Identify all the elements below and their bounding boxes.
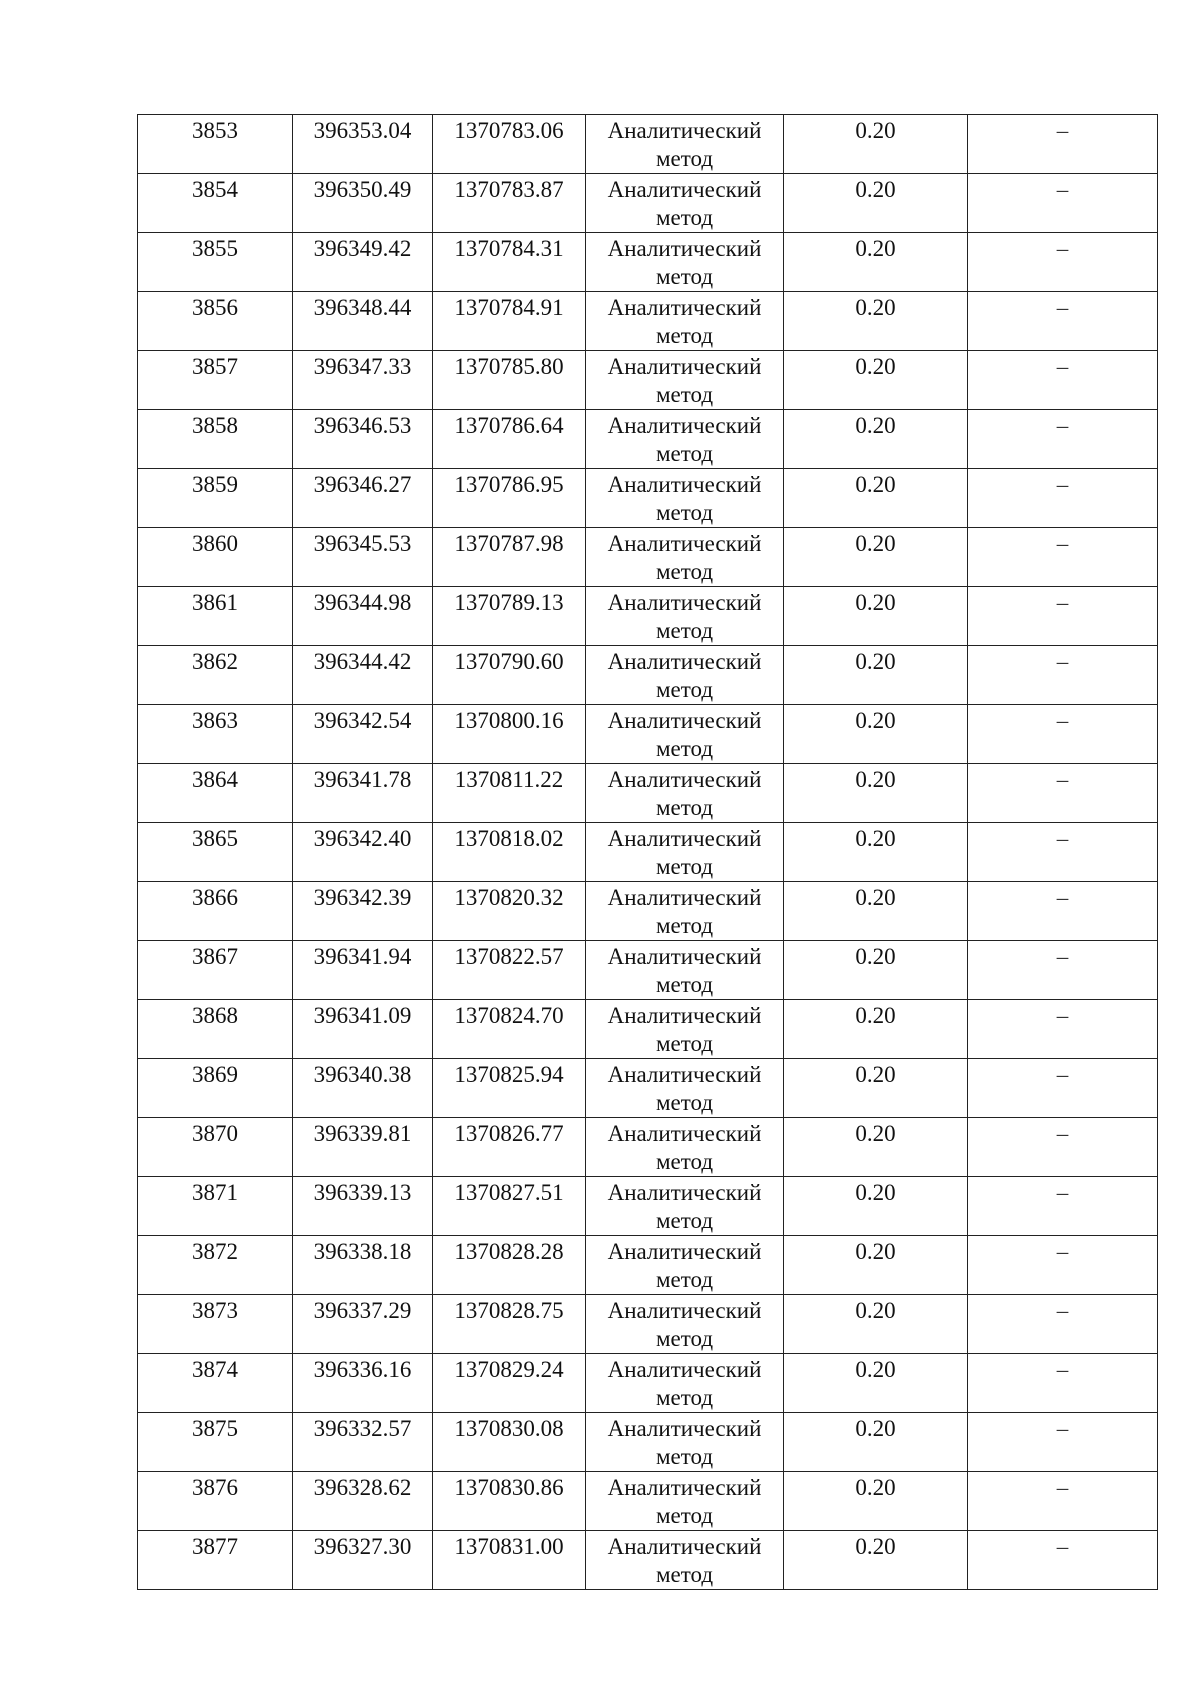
method-line-2: метод [655, 1385, 714, 1410]
note-cell: – [968, 233, 1158, 292]
point-number-cell: 3861 [138, 587, 293, 646]
method-cell [586, 233, 784, 292]
table-row [138, 1236, 1158, 1295]
note-cell: – [968, 1000, 1158, 1059]
y-coordinate-cell: 1370811.22 [433, 764, 586, 823]
y-coordinate-cell: 1370786.64 [433, 410, 586, 469]
point-number-cell: 3857 [138, 351, 293, 410]
x-coordinate-cell: 396342.40 [293, 823, 433, 882]
y-coordinate-cell: 1370800.16 [433, 705, 586, 764]
method-line-1: Аналитический [607, 1357, 762, 1382]
method-line-2: метод [655, 854, 714, 879]
method-line-2: метод [655, 1444, 714, 1469]
accuracy-cell: 0.20 [784, 1177, 968, 1236]
x-coordinate-cell: 396337.29 [293, 1295, 433, 1354]
table-row [138, 292, 1158, 351]
note-cell: – [968, 1472, 1158, 1531]
method-cell [586, 1059, 784, 1118]
point-number-cell: 3865 [138, 823, 293, 882]
method-cell [586, 469, 784, 528]
method-cell [586, 823, 784, 882]
note-cell: – [968, 1354, 1158, 1413]
y-coordinate-cell: 1370785.80 [433, 351, 586, 410]
point-number-cell: 3869 [138, 1059, 293, 1118]
method-line-1: Аналитический [607, 472, 762, 497]
point-number-cell: 3860 [138, 528, 293, 587]
method-cell [586, 1118, 784, 1177]
method-cell [586, 1236, 784, 1295]
table-row [138, 1177, 1158, 1236]
note-cell: – [968, 1059, 1158, 1118]
x-coordinate-cell: 396336.16 [293, 1354, 433, 1413]
table-row [138, 646, 1158, 705]
method-cell [586, 115, 784, 174]
method-line-2: метод [655, 1090, 714, 1115]
accuracy-cell: 0.20 [784, 174, 968, 233]
accuracy-cell: 0.20 [784, 469, 968, 528]
x-coordinate-cell: 396342.39 [293, 882, 433, 941]
table-row [138, 823, 1158, 882]
accuracy-cell: 0.20 [784, 1354, 968, 1413]
note-cell: – [968, 1531, 1158, 1590]
method-cell [586, 292, 784, 351]
method-line-1: Аналитический [607, 236, 762, 261]
y-coordinate-cell: 1370826.77 [433, 1118, 586, 1177]
note-cell: – [968, 1118, 1158, 1177]
method-line-1: Аналитический [607, 1475, 762, 1500]
method-line-1: Аналитический [607, 531, 762, 556]
x-coordinate-cell: 396346.53 [293, 410, 433, 469]
x-coordinate-cell: 396349.42 [293, 233, 433, 292]
table-row [138, 351, 1158, 410]
method-cell [586, 1413, 784, 1472]
y-coordinate-cell: 1370830.08 [433, 1413, 586, 1472]
method-line-1: Аналитический [607, 295, 762, 320]
table-row [138, 1000, 1158, 1059]
method-line-2: метод [655, 1149, 714, 1174]
accuracy-cell: 0.20 [784, 528, 968, 587]
accuracy-cell: 0.20 [784, 882, 968, 941]
note-cell: – [968, 1295, 1158, 1354]
point-number-cell: 3871 [138, 1177, 293, 1236]
y-coordinate-cell: 1370789.13 [433, 587, 586, 646]
point-number-cell: 3854 [138, 174, 293, 233]
point-number-cell: 3863 [138, 705, 293, 764]
x-coordinate-cell: 396341.78 [293, 764, 433, 823]
accuracy-cell: 0.20 [784, 1295, 968, 1354]
accuracy-cell: 0.20 [784, 292, 968, 351]
accuracy-cell: 0.20 [784, 1531, 968, 1590]
x-coordinate-cell: 396350.49 [293, 174, 433, 233]
method-cell [586, 1354, 784, 1413]
y-coordinate-cell: 1370818.02 [433, 823, 586, 882]
method-line-1: Аналитический [607, 1121, 762, 1146]
x-coordinate-cell: 396341.09 [293, 1000, 433, 1059]
note-cell: – [968, 646, 1158, 705]
method-line-1: Аналитический [607, 1062, 762, 1087]
y-coordinate-cell: 1370824.70 [433, 1000, 586, 1059]
method-cell [586, 1295, 784, 1354]
method-line-1: Аналитический [607, 944, 762, 969]
table-row [138, 1118, 1158, 1177]
note-cell: – [968, 174, 1158, 233]
method-line-2: метод [655, 205, 714, 230]
x-coordinate-cell: 396328.62 [293, 1472, 433, 1531]
table-row [138, 587, 1158, 646]
note-cell: – [968, 1177, 1158, 1236]
method-line-2: метод [655, 382, 714, 407]
point-number-cell: 3859 [138, 469, 293, 528]
table-row [138, 1354, 1158, 1413]
y-coordinate-cell: 1370822.57 [433, 941, 586, 1000]
method-line-2: метод [655, 736, 714, 761]
point-number-cell: 3875 [138, 1413, 293, 1472]
y-coordinate-cell: 1370831.00 [433, 1531, 586, 1590]
x-coordinate-cell: 396344.42 [293, 646, 433, 705]
method-line-1: Аналитический [607, 590, 762, 615]
method-cell [586, 1000, 784, 1059]
point-number-cell: 3855 [138, 233, 293, 292]
method-cell [586, 1472, 784, 1531]
point-number-cell: 3876 [138, 1472, 293, 1531]
y-coordinate-cell: 1370784.31 [433, 233, 586, 292]
note-cell: – [968, 882, 1158, 941]
x-coordinate-cell: 396348.44 [293, 292, 433, 351]
method-line-1: Аналитический [607, 354, 762, 379]
table-row [138, 705, 1158, 764]
table-row [138, 1472, 1158, 1531]
y-coordinate-cell: 1370790.60 [433, 646, 586, 705]
method-line-2: метод [655, 972, 714, 997]
method-line-1: Аналитический [607, 413, 762, 438]
table-row [138, 941, 1158, 1000]
table-row [138, 528, 1158, 587]
point-number-cell: 3872 [138, 1236, 293, 1295]
note-cell: – [968, 528, 1158, 587]
method-line-2: метод [655, 264, 714, 289]
method-cell [586, 528, 784, 587]
point-number-cell: 3874 [138, 1354, 293, 1413]
note-cell: – [968, 1236, 1158, 1295]
method-line-2: метод [655, 913, 714, 938]
method-cell [586, 941, 784, 1000]
method-line-2: метод [655, 441, 714, 466]
x-coordinate-cell: 396340.38 [293, 1059, 433, 1118]
table-row [138, 1059, 1158, 1118]
note-cell: – [968, 469, 1158, 528]
accuracy-cell: 0.20 [784, 1118, 968, 1177]
note-cell: – [968, 292, 1158, 351]
accuracy-cell: 0.20 [784, 233, 968, 292]
note-cell: – [968, 1413, 1158, 1472]
method-line-2: метод [655, 559, 714, 584]
method-cell [586, 351, 784, 410]
accuracy-cell: 0.20 [784, 823, 968, 882]
x-coordinate-cell: 396342.54 [293, 705, 433, 764]
table-row [138, 115, 1158, 174]
accuracy-cell: 0.20 [784, 115, 968, 174]
accuracy-cell: 0.20 [784, 646, 968, 705]
note-cell: – [968, 941, 1158, 1000]
y-coordinate-cell: 1370828.75 [433, 1295, 586, 1354]
method-line-1: Аналитический [607, 177, 762, 202]
accuracy-cell: 0.20 [784, 587, 968, 646]
point-number-cell: 3873 [138, 1295, 293, 1354]
y-coordinate-cell: 1370827.51 [433, 1177, 586, 1236]
table-row [138, 410, 1158, 469]
accuracy-cell: 0.20 [784, 1472, 968, 1531]
method-line-1: Аналитический [607, 826, 762, 851]
method-line-2: метод [655, 1208, 714, 1233]
method-line-1: Аналитический [607, 649, 762, 674]
method-line-1: Аналитический [607, 118, 762, 143]
method-line-1: Аналитический [607, 767, 762, 792]
note-cell: – [968, 115, 1158, 174]
table-row [138, 174, 1158, 233]
x-coordinate-cell: 396344.98 [293, 587, 433, 646]
note-cell: – [968, 351, 1158, 410]
accuracy-cell: 0.20 [784, 410, 968, 469]
y-coordinate-cell: 1370783.87 [433, 174, 586, 233]
point-number-cell: 3877 [138, 1531, 293, 1590]
y-coordinate-cell: 1370784.91 [433, 292, 586, 351]
method-line-2: метод [655, 677, 714, 702]
accuracy-cell: 0.20 [784, 764, 968, 823]
note-cell: – [968, 587, 1158, 646]
method-line-2: метод [655, 1326, 714, 1351]
method-line-2: метод [655, 1267, 714, 1292]
table-row [138, 233, 1158, 292]
point-number-cell: 3856 [138, 292, 293, 351]
method-line-1: Аналитический [607, 885, 762, 910]
x-coordinate-cell: 396353.04 [293, 115, 433, 174]
method-cell [586, 646, 784, 705]
method-cell [586, 1177, 784, 1236]
coordinates-table-body [138, 115, 1158, 1590]
x-coordinate-cell: 396346.27 [293, 469, 433, 528]
note-cell: – [968, 410, 1158, 469]
method-line-1: Аналитический [607, 1180, 762, 1205]
x-coordinate-cell: 396339.81 [293, 1118, 433, 1177]
note-cell: – [968, 705, 1158, 764]
x-coordinate-cell: 396332.57 [293, 1413, 433, 1472]
accuracy-cell: 0.20 [784, 1000, 968, 1059]
accuracy-cell: 0.20 [784, 1059, 968, 1118]
point-number-cell: 3870 [138, 1118, 293, 1177]
y-coordinate-cell: 1370786.95 [433, 469, 586, 528]
y-coordinate-cell: 1370830.86 [433, 1472, 586, 1531]
table-row [138, 882, 1158, 941]
coordinates-table [137, 114, 1158, 1590]
y-coordinate-cell: 1370828.28 [433, 1236, 586, 1295]
method-line-2: метод [655, 618, 714, 643]
method-line-2: метод [655, 795, 714, 820]
accuracy-cell: 0.20 [784, 705, 968, 764]
point-number-cell: 3864 [138, 764, 293, 823]
method-line-2: метод [655, 323, 714, 348]
x-coordinate-cell: 396347.33 [293, 351, 433, 410]
x-coordinate-cell: 396341.94 [293, 941, 433, 1000]
table-row [138, 1413, 1158, 1472]
method-cell [586, 705, 784, 764]
y-coordinate-cell: 1370787.98 [433, 528, 586, 587]
method-line-1: Аналитический [607, 1003, 762, 1028]
method-line-2: метод [655, 146, 714, 171]
method-line-2: метод [655, 1031, 714, 1056]
point-number-cell: 3853 [138, 115, 293, 174]
note-cell: – [968, 764, 1158, 823]
method-cell [586, 764, 784, 823]
method-cell [586, 410, 784, 469]
method-line-2: метод [655, 1503, 714, 1528]
x-coordinate-cell: 396327.30 [293, 1531, 433, 1590]
x-coordinate-cell: 396339.13 [293, 1177, 433, 1236]
y-coordinate-cell: 1370783.06 [433, 115, 586, 174]
method-line-2: метод [655, 1562, 714, 1587]
point-number-cell: 3866 [138, 882, 293, 941]
method-cell [586, 587, 784, 646]
method-line-1: Аналитический [607, 1534, 762, 1559]
y-coordinate-cell: 1370820.32 [433, 882, 586, 941]
method-line-1: Аналитический [607, 708, 762, 733]
method-cell [586, 174, 784, 233]
table-row [138, 1531, 1158, 1590]
method-cell [586, 882, 784, 941]
x-coordinate-cell: 396338.18 [293, 1236, 433, 1295]
y-coordinate-cell: 1370829.24 [433, 1354, 586, 1413]
method-line-1: Аналитический [607, 1298, 762, 1323]
accuracy-cell: 0.20 [784, 1236, 968, 1295]
x-coordinate-cell: 396345.53 [293, 528, 433, 587]
method-cell [586, 1531, 784, 1590]
point-number-cell: 3868 [138, 1000, 293, 1059]
accuracy-cell: 0.20 [784, 351, 968, 410]
accuracy-cell: 0.20 [784, 941, 968, 1000]
table-row [138, 469, 1158, 528]
table-row [138, 1295, 1158, 1354]
table-row [138, 764, 1158, 823]
point-number-cell: 3867 [138, 941, 293, 1000]
point-number-cell: 3858 [138, 410, 293, 469]
accuracy-cell: 0.20 [784, 1413, 968, 1472]
point-number-cell: 3862 [138, 646, 293, 705]
method-line-1: Аналитический [607, 1239, 762, 1264]
method-line-2: метод [655, 500, 714, 525]
note-cell: – [968, 823, 1158, 882]
method-line-1: Аналитический [607, 1416, 762, 1441]
y-coordinate-cell: 1370825.94 [433, 1059, 586, 1118]
